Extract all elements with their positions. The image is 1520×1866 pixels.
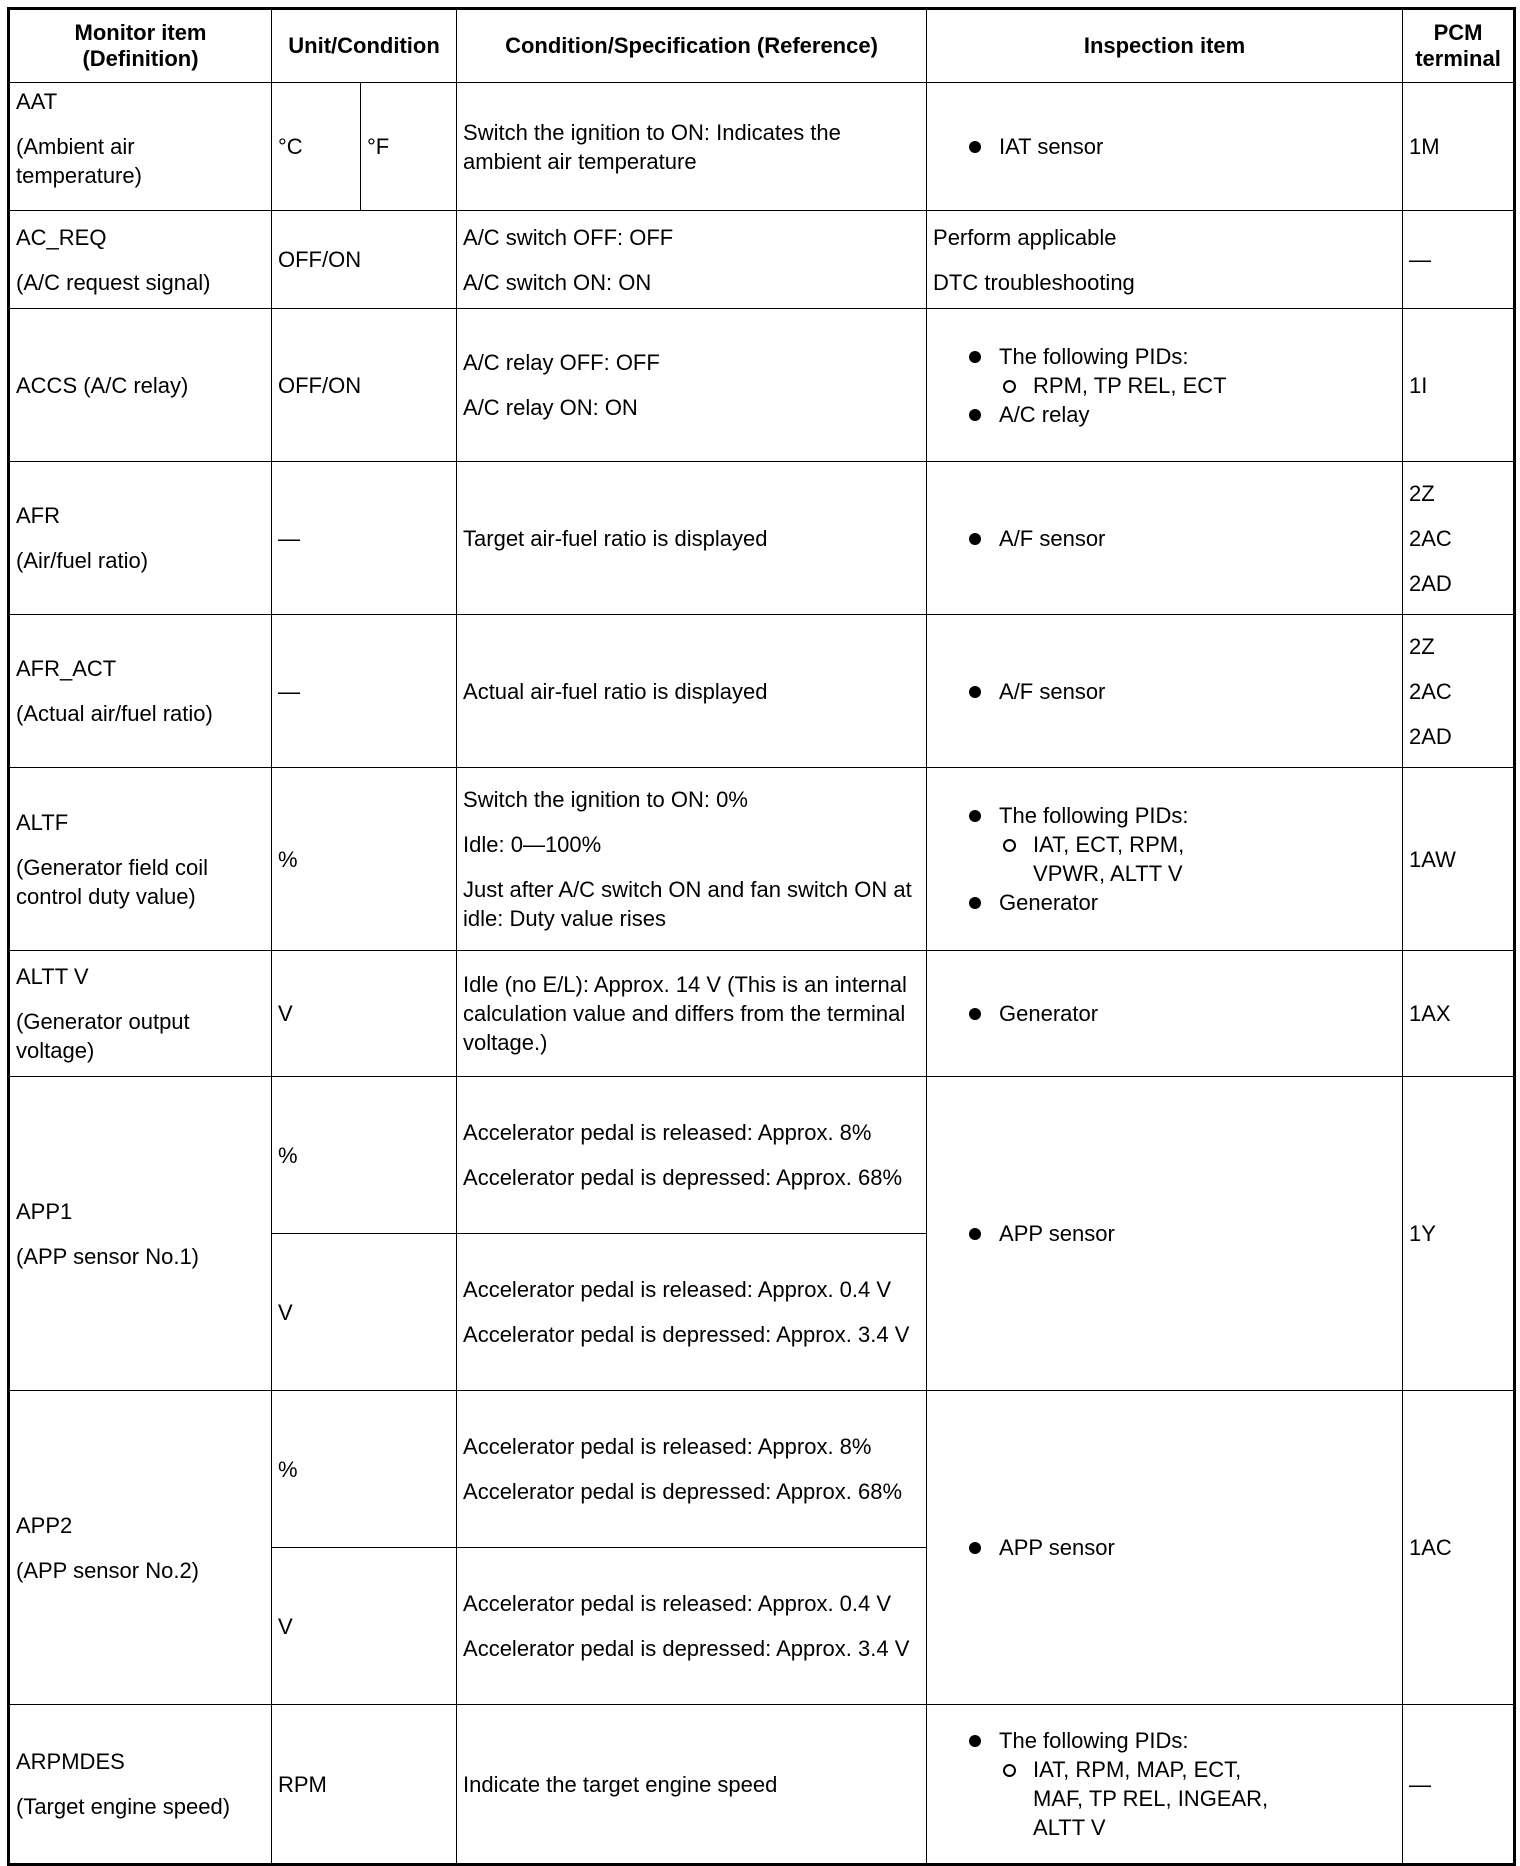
table-row [9,768,1515,951]
header-inspection-item: Inspection item [927,9,1403,83]
table-row [9,462,1515,615]
table-row [9,615,1515,768]
spec-cell: A/C switch OFF: OFF A/C switch ON: ON [457,211,927,309]
monitor-item-cell: AAT (Ambient air temperature) [9,83,272,211]
unit-cell: % [272,1391,457,1548]
pcm-terminal-cell: 1AX [1403,951,1515,1077]
sub-list-item: IAT, RPM, MAP, ECT, MAF, TP REL, INGEAR, ALTT V [1003,1755,1283,1842]
table-row [9,309,1515,462]
monitor-item-cell: APP1 (APP sensor No.1) [9,1077,272,1391]
unit-cell: % [272,1077,457,1234]
spec-cell: Target air-fuel ratio is displayed [457,462,927,615]
monitor-item-cell: ACCS (A/C relay) [9,309,272,462]
table-row [9,83,1515,211]
monitor-item-cell: ALTF (Generator field coil control duty value) [9,768,272,951]
spec-cell: Accelerator pedal is released: Approx. 0.4 V Accelerator pedal is depressed: Approx. 3.4 V [457,1548,927,1705]
monitor-item-cell: APP2 (APP sensor No.2) [9,1391,272,1705]
header-monitor-item: Monitor item (Definition) [9,9,272,83]
pcm-terminal-cell: 1M [1403,83,1515,211]
inspection-cell [927,1077,1403,1391]
header-pcm-terminal: PCM terminal [1403,9,1515,83]
table-row [9,1391,1515,1548]
inspection-cell [927,951,1403,1077]
spec-cell: Accelerator pedal is released: Approx. 8% Accelerator pedal is depressed: Approx. 68% [457,1077,927,1234]
pcm-terminal-cell: 1AC [1403,1391,1515,1705]
inspection-cell: Perform applicable DTC troubleshooting [927,211,1403,309]
monitor-item-cell: ARPMDES (Target engine speed) [9,1705,272,1865]
list-item: A/F sensor [969,524,1396,553]
table-row [9,951,1515,1077]
list-item: The following PIDs: [969,801,1396,830]
spec-cell: A/C relay OFF: OFF A/C relay ON: ON [457,309,927,462]
list-item: APP sensor [969,1533,1396,1562]
unit-cell: V [272,1234,457,1391]
unit-cell: °C [272,83,361,211]
pcm-terminal-cell: 1I [1403,309,1515,462]
table-row [9,211,1515,309]
pcm-terminal-cell: 1AW [1403,768,1515,951]
table-row [9,1705,1515,1865]
inspection-cell [927,615,1403,768]
monitor-item-table [7,7,1516,1866]
inspection-cell [927,462,1403,615]
sub-list-item: RPM, TP REL, ECT [1003,371,1396,400]
spec-cell: Switch the ignition to ON: 0% Idle: 0—100% Just after A/C switch ON and fan switch ON at idle: Duty value rises [457,768,927,951]
inspection-cell [927,1705,1403,1865]
spec-cell: Accelerator pedal is released: Approx. 8% Accelerator pedal is depressed: Approx. 68% [457,1391,927,1548]
list-item: A/F sensor [969,677,1396,706]
header-unit-condition: Unit/Condition [272,9,457,83]
spec-cell: Actual air-fuel ratio is displayed [457,615,927,768]
unit-cell: — [272,615,457,768]
unit-cell: % [272,768,457,951]
unit-cell: — [272,462,457,615]
list-item: APP sensor [969,1219,1396,1248]
table-row [9,1077,1515,1234]
spec-cell: Indicate the target engine speed [457,1705,927,1865]
unit-cell: OFF/ON [272,211,457,309]
inspection-cell [927,768,1403,951]
unit-cell: RPM [272,1705,457,1865]
spec-table-page [7,7,1513,1866]
unit-cell: V [272,951,457,1077]
pcm-terminal-cell: — [1403,211,1515,309]
unit-cell: OFF/ON [272,309,457,462]
inspection-cell [927,83,1403,211]
list-item: The following PIDs: [969,342,1396,371]
list-item: A/C relay [969,400,1396,429]
sub-list-item: IAT, ECT, RPM, VPWR, ALTT V [1003,830,1233,888]
unit-cell: °F [361,83,457,211]
list-item: Generator [969,999,1396,1028]
header-condition-spec: Condition/Specification (Reference) [457,9,927,83]
pcm-terminal-cell: 2Z 2AC 2AD [1403,462,1515,615]
unit-cell: V [272,1548,457,1705]
list-item: Generator [969,888,1396,917]
pcm-terminal-cell: 2Z 2AC 2AD [1403,615,1515,768]
pcm-terminal-cell: — [1403,1705,1515,1865]
monitor-item-cell: AC_REQ (A/C request signal) [9,211,272,309]
monitor-item-cell: ALTT V (Generator output voltage) [9,951,272,1077]
inspection-cell [927,1391,1403,1705]
list-item: The following PIDs: [969,1726,1396,1755]
spec-cell: Idle (no E/L): Approx. 14 V (This is an internal calculation value and differs from the terminal voltage.) [457,951,927,1077]
monitor-item-cell: AFR (Air/fuel ratio) [9,462,272,615]
inspection-cell [927,309,1403,462]
spec-cell: Switch the ignition to ON: Indicates the ambient air temperature [457,83,927,211]
monitor-item-cell: AFR_ACT (Actual air/fuel ratio) [9,615,272,768]
list-item: IAT sensor [969,132,1396,161]
spec-cell: Accelerator pedal is released: Approx. 0.4 V Accelerator pedal is depressed: Approx. 3.4 V [457,1234,927,1391]
pcm-terminal-cell: 1Y [1403,1077,1515,1391]
header-row [9,9,1515,83]
